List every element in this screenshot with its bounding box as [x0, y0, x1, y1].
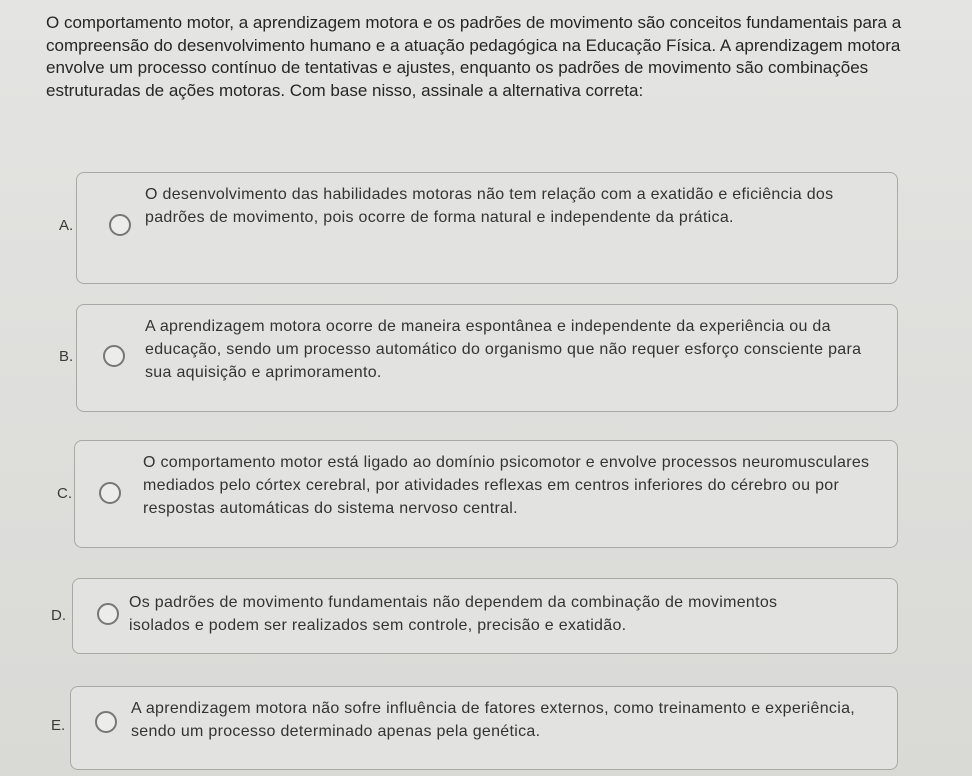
- option-b[interactable]: [59, 304, 898, 412]
- question-text: O comportamento motor, a aprendizagem motora e os padrões de movimento são conceitos fundamentais para a compreensão do desenvolvimento humano e a atuação pedagógica na Educação Física. A aprendizagem motora envolve um processo contínuo de tentativas e ajustes, enquanto os padrões de movimento são combinações estruturadas de ações motoras. Com base nisso, assinale a alternativa correta:: [46, 13, 902, 100]
- option-d-text: Os padrões de movimento fundamentais não dependem da combinação de movimentos isolados e podem ser realizados sem controle, precisão e exatidão.: [129, 594, 778, 634]
- option-c-radio-icon[interactable]: [99, 482, 121, 504]
- option-d[interactable]: [51, 578, 898, 654]
- option-d-letter: D.: [51, 607, 66, 624]
- option-e-radio-icon[interactable]: [95, 711, 117, 733]
- option-d-radio-icon[interactable]: [97, 603, 119, 625]
- option-b-text: A aprendizagem motora ocorre de maneira espontânea e independente da experiência ou da educação, sendo um processo automático do organismo que não requer esforço consciente para sua aquisição e aprimoramento.: [145, 318, 862, 381]
- option-e[interactable]: [51, 686, 898, 770]
- option-c-text: O comportamento motor está ligado ao domínio psicomotor e envolve processos neuromusculares mediados pelo córtex cerebral, por atividades reflexas em centros inferiores do cérebro ou por respostas automáticas do sistema nervoso central.: [143, 454, 870, 517]
- option-e-text: A aprendizagem motora não sofre influência de fatores externos, como treinamento e experiência, sendo um processo determinado apenas pela genética.: [131, 700, 856, 740]
- option-a-radio-icon[interactable]: [109, 214, 131, 236]
- option-a[interactable]: [59, 172, 898, 284]
- option-b-letter: B.: [59, 348, 74, 365]
- option-a-text: O desenvolvimento das habilidades motoras não tem relação com a exatidão e eficiência dos padrões de movimento, pois ocorre de forma natural e independente da prática.: [145, 186, 834, 226]
- option-c-letter: C.: [57, 485, 72, 502]
- option-e-letter: E.: [51, 717, 66, 734]
- option-b-radio-icon[interactable]: [103, 345, 125, 367]
- option-c[interactable]: [57, 440, 898, 548]
- option-a-letter: A.: [59, 217, 74, 234]
